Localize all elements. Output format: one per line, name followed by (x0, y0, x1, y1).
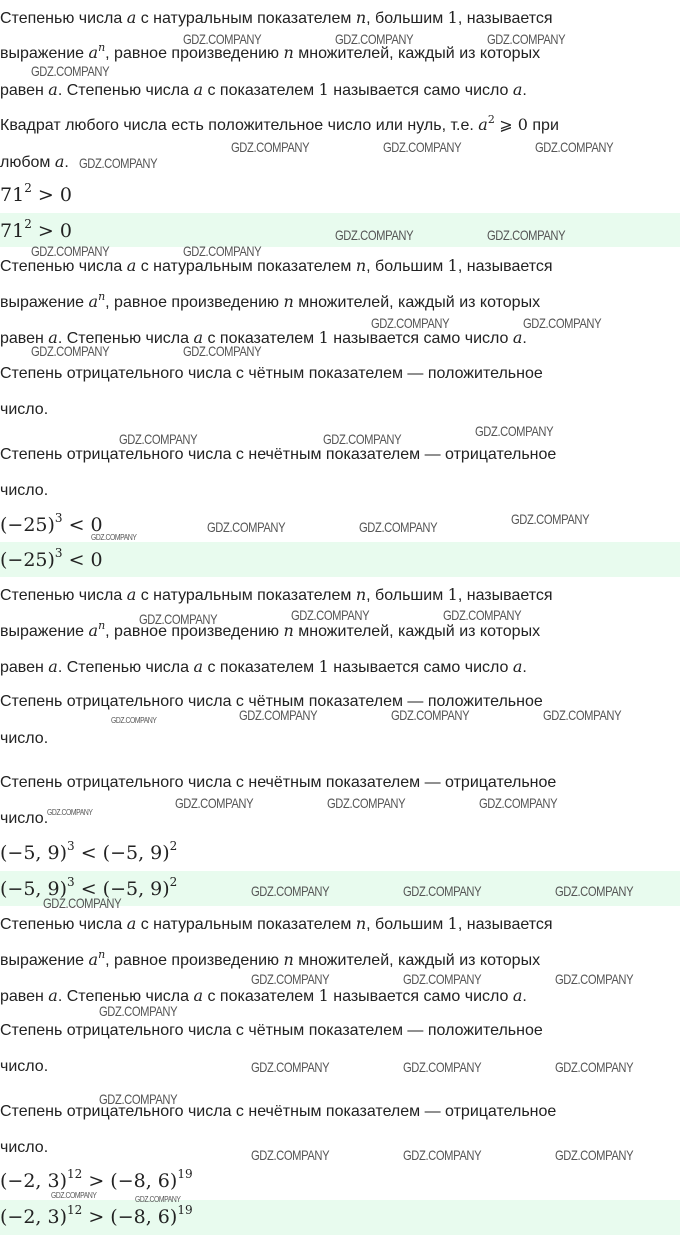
watermark: GDZ.COMPANY (99, 1003, 178, 1019)
watermark: GDZ.COMPANY (523, 315, 602, 331)
watermark: GDZ.COMPANY (335, 31, 414, 47)
answer-expression: (−5, 9)$^3$ < (−5, 9)$^2$ (0, 875, 178, 900)
watermark: GDZ.COMPANY (51, 1191, 97, 1200)
example-expression: $71^2 > 0$ (0, 181, 72, 206)
even-power-rule: Степень отрицательного числа с чётным показателем — положительное (0, 1022, 543, 1039)
watermark: GDZ.COMPANY (251, 1147, 330, 1163)
watermark: GDZ.COMPANY (231, 139, 310, 155)
watermark: GDZ.COMPANY (487, 227, 566, 243)
watermark: GDZ.COMPANY (31, 63, 110, 79)
watermark: GDZ.COMPANY (543, 707, 622, 723)
odd-power-rule: Степень отрицательного числа с нечётным показателем — отрицательное (0, 446, 557, 463)
watermark: GDZ.COMPANY (183, 343, 262, 359)
watermark: GDZ.COMPANY (391, 707, 470, 723)
square-rule-line: любом a. (0, 152, 69, 171)
watermark: GDZ.COMPANY (403, 971, 482, 987)
watermark: GDZ.COMPANY (327, 795, 406, 811)
watermark: GDZ.COMPANY (403, 1147, 482, 1163)
watermark: GDZ.COMPANY (91, 533, 137, 542)
watermark: GDZ.COMPANY (139, 611, 218, 627)
watermark: GDZ.COMPANY (555, 883, 634, 899)
watermark: GDZ.COMPANY (359, 519, 438, 535)
watermark: GDZ.COMPANY (183, 31, 262, 47)
answer-expression: $(-25)^3 < 0$ (0, 546, 103, 571)
example-expression: (−5, 9)$^3$ < (−5, 9)$^2$ (0, 839, 178, 864)
watermark: GDZ.COMPANY (111, 716, 157, 725)
definition-line: выражение $a^n$, равное произведению n множителей, каждый из которых (0, 41, 541, 62)
watermark: GDZ.COMPANY (443, 607, 522, 623)
even-power-rule: число. (0, 730, 49, 747)
definition-line: равен a. Степенью числа a с показателем 1 называется само число a. (0, 80, 527, 99)
definition-line: равен a. Степенью числа a с показателем 1 называется само число a. (0, 328, 527, 347)
answer-expression: (−2, 3)$^{12}$ > (−8, 6)$^{19}$ (0, 1203, 193, 1228)
square-rule-line: Квадрат любого числа есть положительное число или нуль, т.е. $a^2$ ⩾ 0 при (0, 113, 559, 134)
definition-line: равен a. Степенью числа a с показателем 1 называется само число a. (0, 657, 527, 676)
watermark: GDZ.COMPANY (47, 808, 93, 817)
definition-line: Степенью числа a с натуральным показателем n, большим 1, называется (0, 8, 553, 27)
even-power-rule: число. (0, 401, 49, 418)
definition-line: выражение $a^n$, равное произведению n множителей, каждый из которых (0, 290, 541, 311)
definition-line: Степенью числа a с натуральным показателем n, большим 1, называется (0, 585, 553, 604)
odd-power-rule: число. (0, 482, 49, 499)
watermark: GDZ.COMPANY (535, 139, 614, 155)
watermark: GDZ.COMPANY (475, 423, 554, 439)
example-expression: $(-25)^3 < 0$ (0, 511, 103, 536)
watermark: GDZ.COMPANY (79, 155, 158, 171)
watermark: GDZ.COMPANY (99, 1091, 178, 1107)
watermark: GDZ.COMPANY (183, 243, 262, 259)
even-power-rule: Степень отрицательного числа с чётным показателем — положительное (0, 365, 543, 382)
watermark: GDZ.COMPANY (323, 431, 402, 447)
watermark: GDZ.COMPANY (487, 31, 566, 47)
watermark: GDZ.COMPANY (555, 1059, 634, 1075)
watermark: GDZ.COMPANY (371, 315, 450, 331)
watermark: GDZ.COMPANY (383, 139, 462, 155)
definition-line: Степенью числа a с натуральным показателем n, большим 1, называется (0, 914, 553, 933)
watermark: GDZ.COMPANY (403, 1059, 482, 1075)
definition-line: Степенью числа a с натуральным показателем n, большим 1, называется (0, 256, 553, 275)
watermark: GDZ.COMPANY (555, 971, 634, 987)
watermark: GDZ.COMPANY (31, 343, 110, 359)
watermark: GDZ.COMPANY (335, 227, 414, 243)
answer-expression: $71^2 > 0$ (0, 217, 72, 242)
definition-line: выражение $a^n$, равное произведению n множителей, каждый из которых (0, 619, 541, 640)
watermark: GDZ.COMPANY (207, 519, 286, 535)
watermark: GDZ.COMPANY (239, 707, 318, 723)
watermark: GDZ.COMPANY (251, 1059, 330, 1075)
even-power-rule: число. (0, 1058, 49, 1075)
odd-power-rule: число. (0, 810, 49, 827)
odd-power-rule: Степень отрицательного числа с нечётным показателем — отрицательное (0, 1103, 557, 1120)
watermark: GDZ.COMPANY (175, 795, 254, 811)
watermark: GDZ.COMPANY (43, 895, 122, 911)
watermark: GDZ.COMPANY (479, 795, 558, 811)
watermark: GDZ.COMPANY (31, 243, 110, 259)
watermark: GDZ.COMPANY (291, 607, 370, 623)
watermark: GDZ.COMPANY (555, 1147, 634, 1163)
watermark: GDZ.COMPANY (251, 883, 330, 899)
watermark: GDZ.COMPANY (511, 511, 590, 527)
watermark: GDZ.COMPANY (119, 431, 198, 447)
definition-line: выражение $a^n$, равное произведению n множителей, каждый из которых (0, 948, 541, 969)
watermark: GDZ.COMPANY (403, 883, 482, 899)
odd-power-rule: Степень отрицательного числа с нечётным показателем — отрицательное (0, 774, 557, 791)
definition-line: равен a. Степенью числа a с показателем 1 называется само число a. (0, 986, 527, 1005)
odd-power-rule: число. (0, 1139, 49, 1156)
even-power-rule: Степень отрицательного числа с чётным показателем — положительное (0, 693, 543, 710)
example-expression: (−2, 3)$^{12}$ > (−8, 6)$^{19}$ (0, 1167, 193, 1192)
watermark: GDZ.COMPANY (251, 971, 330, 987)
watermark: GDZ.COMPANY (135, 1195, 181, 1204)
